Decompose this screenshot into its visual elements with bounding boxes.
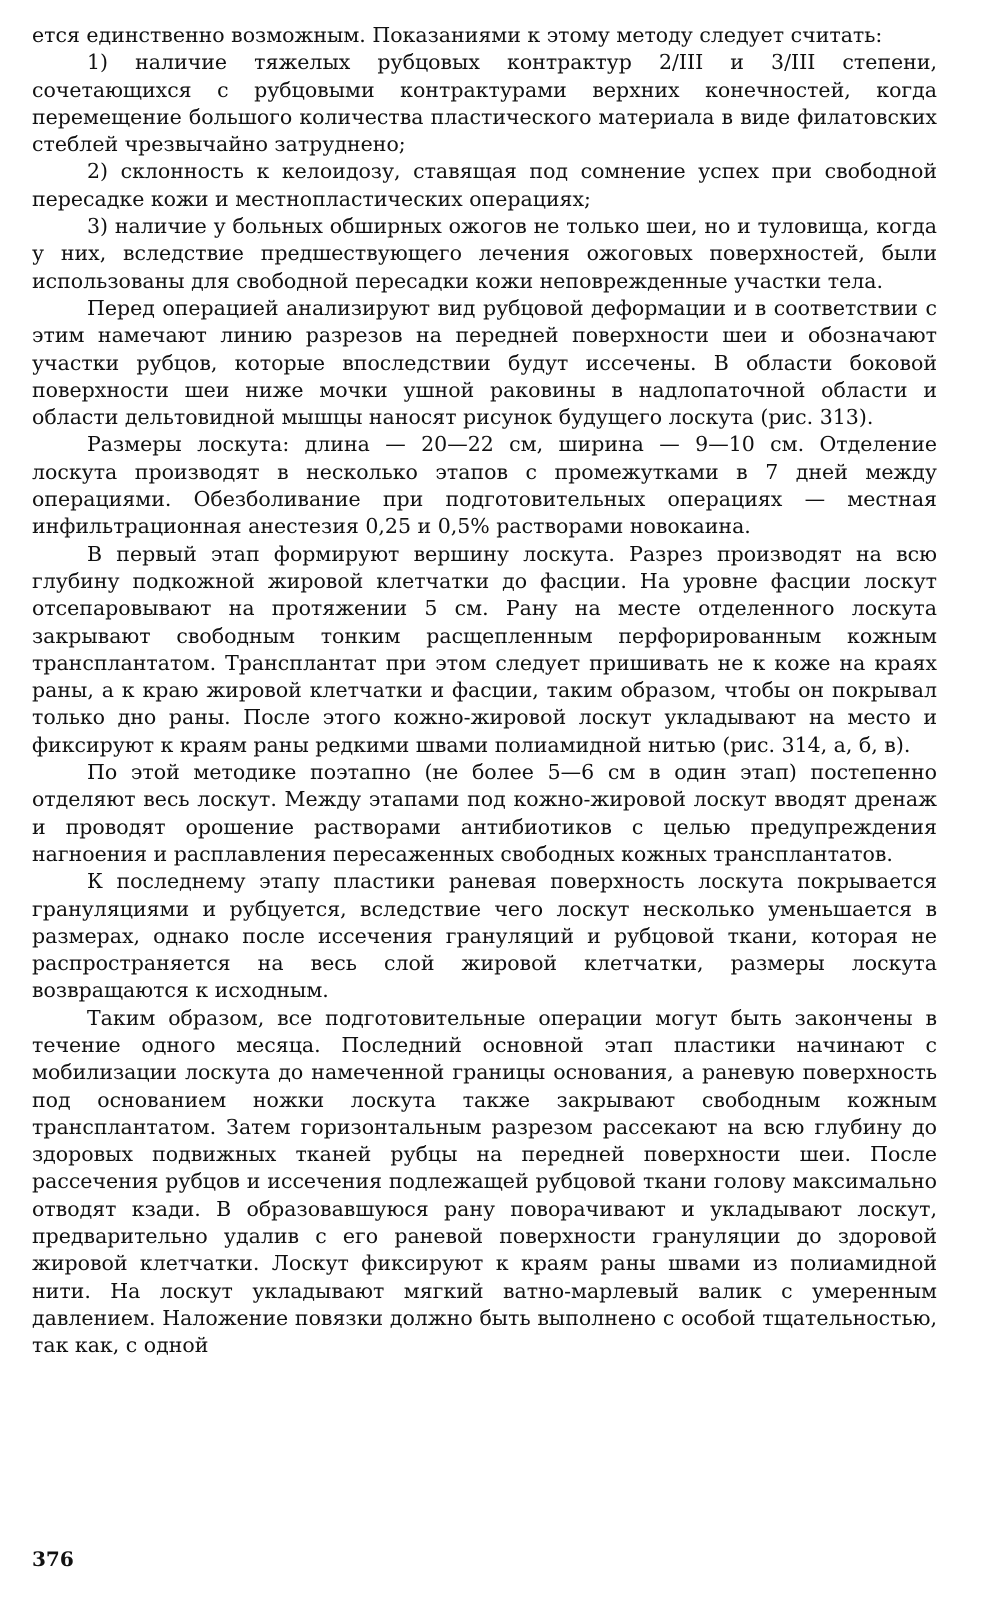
paragraph-final-stage: Таким образом, все подготовительные операции могут быть закончены в течение одного месяца. Последний основной этап пластики начинают с мобилизации лоскута до намеченной границы основания, а раневую поверхность под основанием ножки лоскута также закрывают свободным кожным трансплантатом. Затем горизонтальным разрезом рассекают на всю глубину до здоровых подвижных тканей рубцы на передней поверхности шеи. После рассечения рубцов и иссечения подлежащей рубцовой ткани голову максимально отводят кзади. В образовавшуюся рану поворачивают и укладывают лоскут, предварительно удалив с его раневой поверхности грануляции до здоровой жировой клетчатки. Лоскут фиксируют к краям раны швами из полиамидной нити. На лоскут укладывают мягкий ватно-марлевый валик с умеренным давлением. Наложение повязки должно быть выполнено с особой тщательностью, так как, с одной	[32, 1005, 937, 1358]
paragraph-flap-size: Размеры лоскута: длина — 20—22 см, ширина — 9—10 см. Отделение лоскута производят в несколько этапов с промежутками в 7 дней между операциями. Обезболивание при подготовительных операциях — местная инфильтрационная анестезия 0,25 и 0,5% растворами новокаина.	[32, 432, 937, 539]
indication-item-2: 2) склонность к келоидозу, ставящая под сомнение успех при свободной пересадке кожи и местнопластических операциях;	[32, 159, 937, 211]
paragraph-staged-method: По этой методике поэтапно (не более 5—6 см в один этап) постепенно отделяют весь лоскут. Между этапами под кожно-жировой лоскут вводят дренаж и проводят орошение растворами антибиотиков с целью предупреждения нагноения и расплавления пересаженных свободных кожных трансплантатов.	[32, 760, 937, 866]
paragraph-first-stage: В первый этап формируют вершину лоскута. Разрез производят на всю глубину подкожной жировой клетчатки до фасции. На уровне фасции лоскут отсепаровывают на протяжении 5 см. Рану на месте отделенного лоскута закрывают свободным тонким расщепленным перфорированным кожным трансплантатом. Трансплантат при этом следует пришивать не к коже на краях раны, а к краю жировой клетчатки и фасции, таким образом, чтобы он покрывал только дно раны. После этого кожно-жировой лоскут укладывают на место и фиксируют к краям раны редкими швами полиамидной нитью (рис. 314, а, б, в).	[32, 541, 937, 757]
indication-item-1: 1) наличие тяжелых рубцовых контрактур 2/III и 3/III степени, сочетающихся с рубцовыми контрактурами верхних конечностей, когда перемещение большого количества пластического материала в виде филатовских стеблей чрезвычайно затруднено;	[32, 50, 937, 157]
page-body	[32, 22, 937, 1360]
indication-item-3: 3) наличие у больных обширных ожогов не только шеи, но и туловища, когда у них, вследствие предшествующего лечения ожоговых поверхностей, были использованы для свободной пересадки кожи неповрежденные участки тела.	[32, 214, 937, 293]
paragraph-preoperative: Перед операцией анализируют вид рубцовой деформации и в соответствии с этим намечают линию разрезов на передней поверхности шеи и обозначают участки рубцов, которые впоследствии будут иссечены. В области боковой поверхности шеи ниже мочки ушной раковины в надлопаточной области и области дельтовидной мышцы наносят рисунок будущего лоскута (рис. 313).	[32, 295, 937, 430]
paragraph-continuation: ется единственно возможным. Показаниями к этому методу следует считать:	[32, 23, 883, 47]
paragraph-last-stage: К последнему этапу пластики раневая поверхность лоскута покрывается грануляциями и рубцуется, вследствие чего лоскут несколько уменьшается в размерах, однако после иссечения грануляций и рубцовой ткани, которая не распространяется на весь слой жировой клетчатки, размеры лоскута возвращаются к исходным.	[32, 869, 937, 1003]
page-number: 376	[32, 1547, 74, 1571]
